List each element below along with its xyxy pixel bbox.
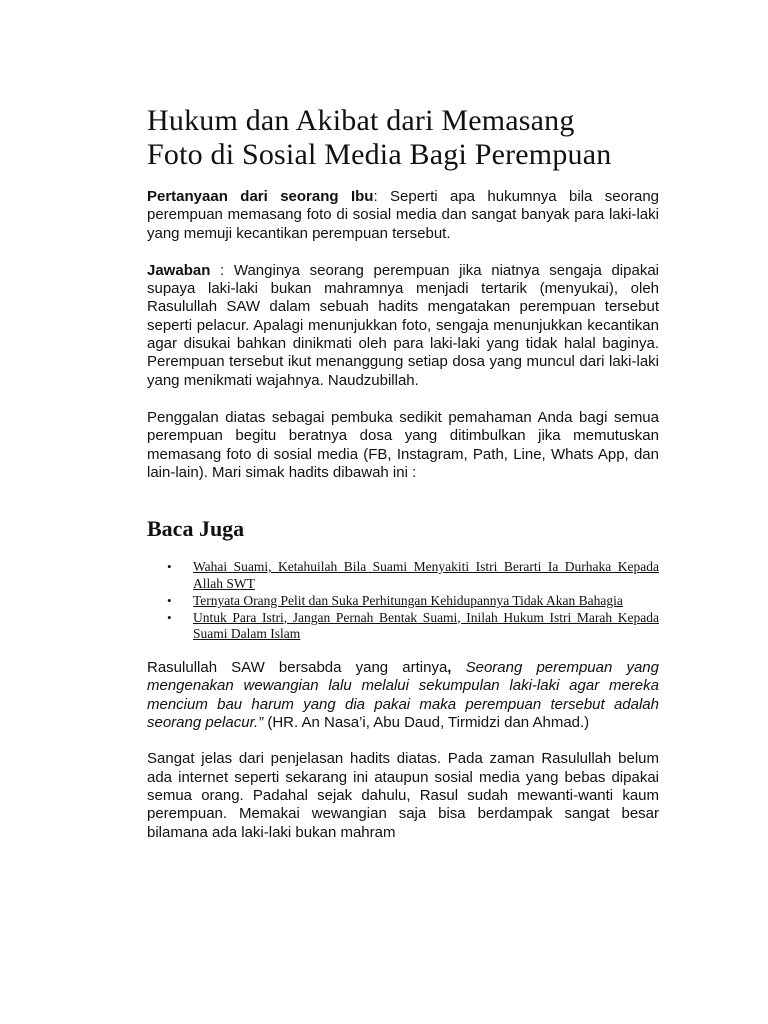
related-article-link[interactable]: Wahai Suami, Ketahuilah Bila Suami Menyakiti Istri Berarti Ia Durhaka Kepada Allah SWT (193, 559, 659, 591)
question-text: : Seperti apa hukumnya bila seorang perempuan memasang foto di sosial media dan sangat banyak para laki-laki yang memuji kecantikan perempuan tersebut. (147, 188, 660, 242)
hadith-paragraph (147, 659, 659, 732)
bullet-icon: • (167, 592, 172, 608)
see-also-heading: Baca Juga (147, 516, 245, 542)
answer-text: : Wanginya seorang perempuan jika niatnya sengaja dipakai supaya laki-laki bukan mahramnya menjadi tertarik (menyukai), oleh Rasulullah SAW dalam sebuah hadits mengatakan perempuan tersebut seperti pelacur. Apalagi menunjukkan foto, sengaja menunjukkan kecantikan agar disukai bahkan dinikmati oleh para laki-laki yang tidak halal baginya. Perempuan tersebut ikut menanggung setiap dosa yang muncul dari laki-laki yang menikmati wajahnya. Naudzubillah. (147, 261, 659, 389)
hadith-comma: , (447, 659, 452, 677)
article-title (147, 104, 659, 172)
document-page (147, 104, 659, 842)
bullet-icon: • (167, 609, 172, 625)
list-item (147, 593, 659, 610)
article-title-line-1: Hukum dan Akibat dari Memasang (147, 104, 575, 137)
hadith-quote: Seorang perempuan yang mengenakan wewangian lalu melalui sekumpulan laki-laki agar mereka mencium bau harum yang dia pakai maka perempuan tersebut adalah seorang pelacur.” (147, 659, 659, 732)
hadith-source: (HR. An Nasa’i, Abu Daud, Tirmidzi dan Ahmad.) (263, 714, 590, 732)
see-also-list (147, 559, 659, 643)
list-item (147, 610, 659, 644)
question-paragraph (147, 188, 659, 243)
intro-paragraph: Penggalan diatas sebagai pembuka sedikit pemahaman Anda bagi semua perempuan begitu beratnya dosa yang ditimbulkan jika memutuskan memasang foto di sosial media (FB, Instagram, Path, Line, Whats App, dan lain-lain). Mari simak hadits dibawah ini : (147, 408, 659, 481)
answer-paragraph (147, 262, 659, 390)
list-item (147, 559, 659, 593)
related-article-link[interactable]: Untuk Para Istri, Jangan Pernah Bentak Suami, Inilah Hukum Istri Marah Kepada Suami Dalam Islam (193, 609, 659, 642)
closing-paragraph: Sangat jelas dari penjelasan hadits diatas. Pada zaman Rasulullah belum ada internet seperti sekarang ini ataupun sosial media yang bebas dipakai semua orang. Padahal sejak dahulu, Rasul sudah mewanti-wanti kaum perempuan. Memakai wewangian saja bisa berdampak sangat besar bilamana ada laki-laki bukan mahram (147, 750, 659, 841)
article-title-line-2: Foto di Sosial Media Bagi Perempuan (147, 138, 612, 171)
hadith-lead: Rasulullah SAW bersabda yang artinya (147, 659, 448, 677)
answer-label: Jawaban (147, 261, 211, 279)
related-article-link[interactable]: Ternyata Orang Pelit dan Suka Perhitungan Kehidupannya Tidak Akan Bahagia (193, 592, 623, 608)
bullet-icon: • (167, 559, 172, 575)
question-label: Pertanyaan dari seorang Ibu (147, 188, 374, 205)
